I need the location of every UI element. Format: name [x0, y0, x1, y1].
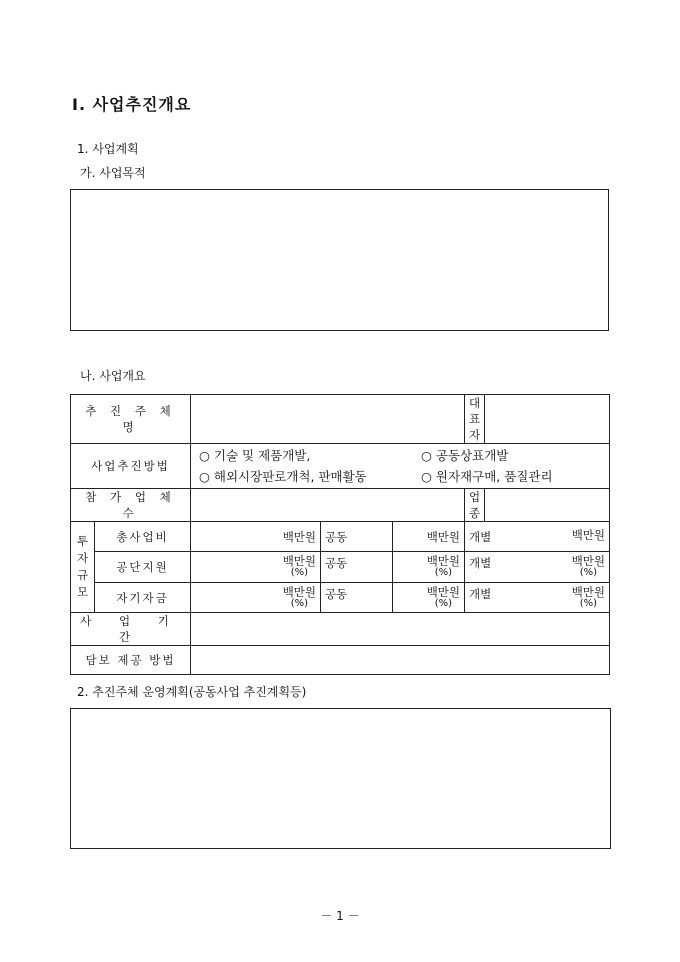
representative-field[interactable] [485, 395, 610, 444]
overview-table [70, 394, 610, 675]
table-row [71, 552, 610, 583]
agency-support-joint-field[interactable]: 백만원 (%) [393, 552, 465, 583]
industry-field[interactable] [485, 489, 610, 522]
method-options [191, 444, 610, 489]
total-cost-joint-field[interactable]: 백만원 [393, 522, 465, 552]
table-row [71, 522, 610, 552]
period-field[interactable] [191, 613, 610, 646]
subsection-overview-heading: 나. 사업개요 [80, 369, 146, 383]
agency-support-label: 공단지원 [95, 552, 191, 583]
participants-label: 참 가 업 체 수 [71, 489, 191, 522]
agency-support-joint-label: 공동 [321, 552, 393, 583]
investment-scale-label: 투 자 규 모 [71, 522, 95, 613]
collateral-label: 담보 제공 방법 [71, 646, 191, 675]
table-row [71, 646, 610, 675]
method-option-market[interactable]: ○ 해외시장판로개척, 판매활동 [199, 469, 367, 484]
purpose-textarea[interactable] [70, 189, 609, 331]
method-option-tech[interactable]: ○ 기술 및 제품개발, [199, 448, 311, 463]
representative-label: 대표자 [465, 395, 485, 444]
operation-plan-textarea[interactable] [70, 708, 611, 849]
promoter-label: 추 진 주 체 명 [71, 395, 191, 444]
page-title: Ⅰ. 사업추진개요 [72, 95, 192, 114]
table-row [71, 395, 610, 444]
participants-field[interactable] [191, 489, 465, 522]
section2-heading: 2. 추진주체 운영계획(공동사업 추진계획등) [77, 685, 307, 699]
subsection-purpose-heading: 가. 사업목적 [80, 166, 146, 180]
table-row [71, 613, 610, 646]
period-label: 사 업 기 간 [71, 613, 191, 646]
section1-heading: 1. 사업계획 [77, 142, 139, 156]
method-label: 사업추진방법 [71, 444, 191, 489]
table-row [71, 583, 610, 613]
table-row [71, 444, 610, 489]
industry-label: 업 종 [465, 489, 485, 522]
self-funding-individual-field[interactable]: 개별 백만원 (%) [465, 583, 610, 613]
agency-support-individual-field[interactable]: 개별 백만원 (%) [465, 552, 610, 583]
self-funding-label: 자기자금 [95, 583, 191, 613]
total-cost-label: 총사업비 [95, 522, 191, 552]
page-number: － 1 － [320, 909, 360, 923]
promoter-field[interactable] [191, 395, 465, 444]
self-funding-field[interactable]: 백만원 (%) [191, 583, 321, 613]
self-funding-joint-label: 공동 [321, 583, 393, 613]
total-cost-individual-field[interactable]: 개별 백만원 [465, 522, 610, 552]
self-funding-joint-field[interactable]: 백만원 (%) [393, 583, 465, 613]
agency-support-field[interactable]: 백만원 (%) [191, 552, 321, 583]
table-row [71, 489, 610, 522]
method-option-purchase[interactable]: ○ 원자재구매, 품질관리 [421, 469, 553, 484]
total-cost-field[interactable]: 백만원 [191, 522, 321, 552]
method-option-brand[interactable]: ○ 공동상표개발 [421, 448, 509, 463]
collateral-field[interactable] [191, 646, 610, 675]
total-cost-joint-label: 공동 [321, 522, 393, 552]
